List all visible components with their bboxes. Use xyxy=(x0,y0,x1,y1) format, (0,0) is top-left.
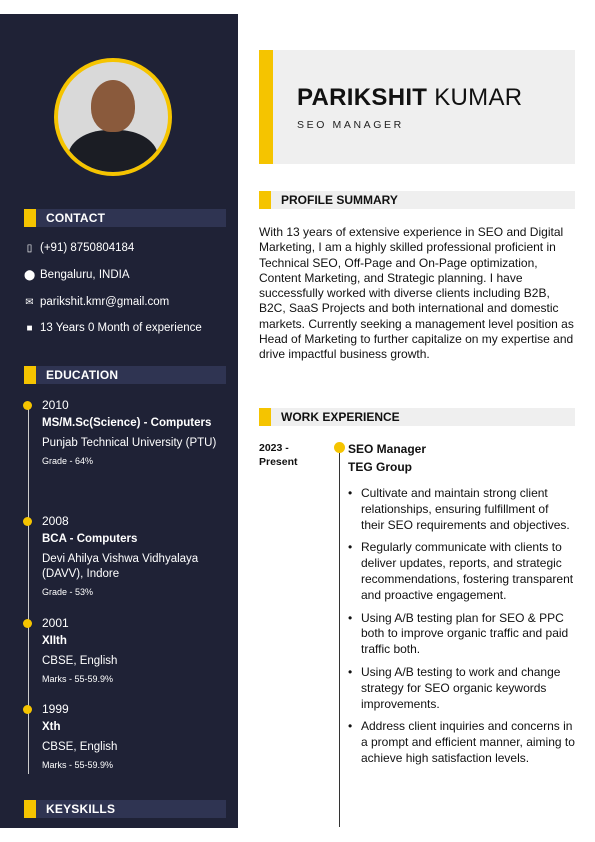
timeline-dot xyxy=(23,619,32,628)
work-timeline xyxy=(339,447,340,827)
list-item: • Using A/B testing plan for SEO & PPC both to improve organic traffic and paid traffic both. xyxy=(347,611,575,658)
work-timeline-dot xyxy=(334,442,345,453)
contact-experience: ■ 13 Years 0 Month of experience xyxy=(24,322,202,334)
contact-phone: ▯ (+91) 8750804184 xyxy=(24,242,134,254)
list-item: • Cultivate and maintain strong client relationships, ensuring fulfillment of their SEO requirements and objectives. xyxy=(347,486,575,533)
candidate-name: PARIKSHIT KUMAR xyxy=(297,84,523,111)
name-header xyxy=(259,50,575,164)
profile-summary-text: With 13 years of extensive experience in SEO and Digital Marketing, I am a highly skilled professional proficient in Technical SEO, Off-Page and On-Page optimization, Content Marketing, and Strategic planning. I have successfully worked with diverse clients including B2B, B2C, SaaS Projects and both international and domestic markets. Currently seeking a management level position as Head of Marketing to further capitalize on my expertise and drive impactful business growth. xyxy=(259,225,574,362)
timeline-dot xyxy=(23,401,32,410)
education-item: 2001 XIIth CBSE, English Marks - 55-59.9% xyxy=(42,616,232,685)
mail-icon: ✉ xyxy=(25,296,34,308)
education-timeline xyxy=(28,406,29,774)
job-title: SEO Manager xyxy=(348,442,427,456)
job-date: 2023 - Present xyxy=(259,442,298,468)
keyskills-section-header xyxy=(24,800,226,818)
list-item: • Regularly communicate with clients to deliver updates, reports, and strategic recommendations, fostering transparent and proactive engagement. xyxy=(347,540,575,603)
profile-photo xyxy=(58,62,168,172)
work-experience-header: WORK EXPERIENCE xyxy=(259,408,575,426)
education-item: 1999 Xth CBSE, English Marks - 55-59.9% xyxy=(42,702,232,771)
education-item: 2008 BCA - Computers Devi Ahilya Vishwa Vidhyalaya (DAVV), Indore Grade - 53% xyxy=(42,514,232,598)
education-item: 2010 MS/M.Sc(Science) - Computers Punjab Technical University (PTU) Grade - 64% xyxy=(42,398,232,467)
phone-icon: ▯ xyxy=(26,242,33,254)
contact-title: CONTACT xyxy=(46,211,106,225)
education-title: EDUCATION xyxy=(46,368,119,382)
profile-photo-frame xyxy=(54,58,172,176)
list-item: • Using A/B testing to work and change strategy for SEO organic keywords improvements. xyxy=(347,665,575,712)
contact-email[interactable]: ✉ parikshit.kmr@gmail.com xyxy=(25,296,170,308)
timeline-dot xyxy=(23,517,32,526)
timeline-dot xyxy=(23,705,32,714)
location-pin-icon: ⬤ xyxy=(24,269,36,281)
candidate-role: SEO MANAGER xyxy=(297,119,404,131)
keyskills-title: KEYSKILLS xyxy=(46,802,116,816)
sidebar xyxy=(0,14,238,828)
job-responsibilities xyxy=(347,486,575,774)
profile-summary-header: PROFILE SUMMARY xyxy=(259,191,575,209)
education-section-header xyxy=(24,366,226,384)
contact-section-header xyxy=(24,209,226,227)
list-item: • Address client inquiries and concerns in a prompt and efficient manner, aiming to achieve high satisfaction levels. xyxy=(347,719,575,766)
job-company: TEG Group xyxy=(348,460,412,474)
briefcase-icon: ■ xyxy=(26,322,33,334)
contact-location: ⬤ Bengaluru, INDIA xyxy=(24,269,130,281)
